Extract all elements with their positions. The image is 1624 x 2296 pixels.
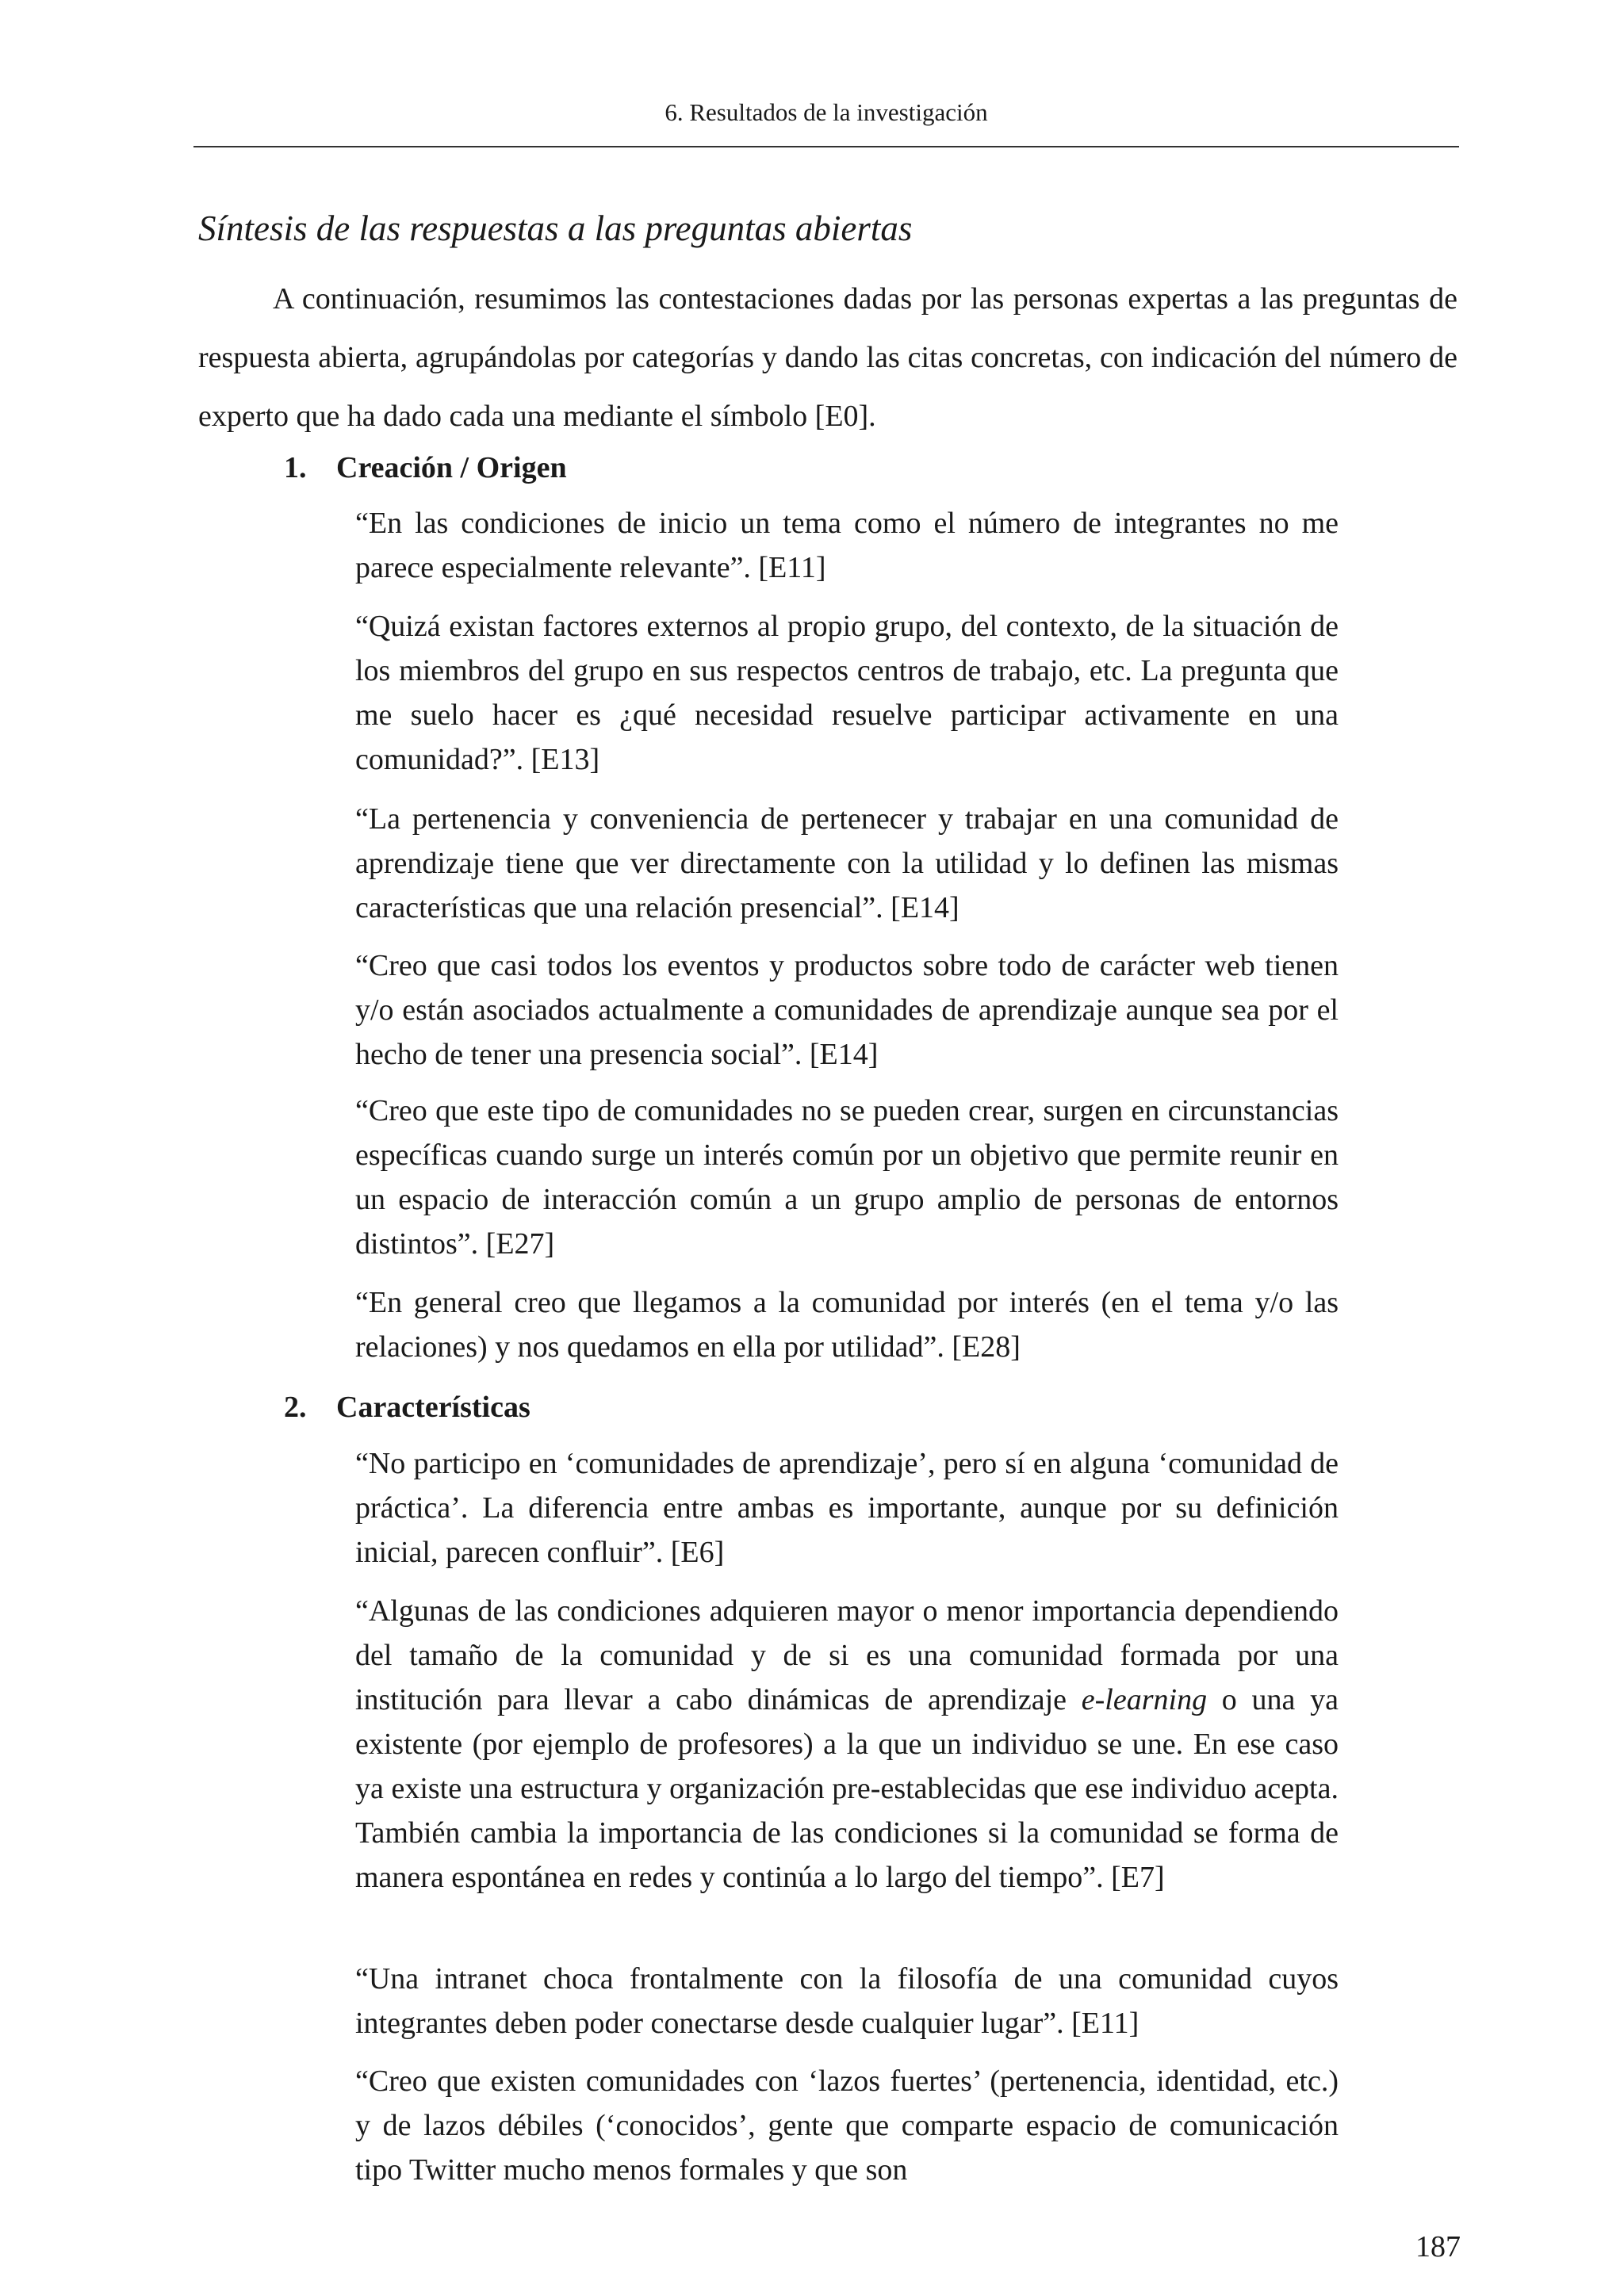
category-heading-caracteristicas [284, 1388, 530, 1426]
quote-e7-text-start: “Algunas de las condiciones adquieren mayor o menor importancia dependiendo del tamaño de la comunidad y de si es una comunidad formada por una institución para llevar a cabo dinámicas de aprendizaje [355, 1594, 1339, 1716]
quote-e14-pertenencia: “La pertenencia y conveniencia de pertenecer y trabajar en una comunidad de aprendizaje tiene que ver directamente con la utilidad y lo definen las mismas características que una relación presencial”. [E14] [355, 802, 1339, 924]
category-title: Creación / Origen [336, 451, 567, 484]
section-title: Síntesis de las respuestas a las preguntas abiertas [198, 209, 913, 248]
running-header: 6. Resultados de la investigación [665, 98, 988, 126]
quote-e11-inicio: “En las condiciones de inicio un tema como el número de integrantes no me parece especialmente relevante”. [E11] [355, 507, 1339, 584]
header-rule [193, 146, 1459, 147]
quote-e14-eventos: “Creo que casi todos los eventos y productos sobre todo de carácter web tienen y/o están asociados actualmente a comunidades de aprendizaje aunque sea por el hecho de tener una presencia social”. [E14] [355, 949, 1339, 1071]
category-number: 2. [284, 1391, 307, 1424]
category-heading-creacion [284, 449, 567, 487]
quote-e28: “En general creo que llegamos a la comunidad por interés (en el tema y/o las relaciones) y nos quedamos en ella por utilidad”. [E28] [355, 1286, 1339, 1364]
quote-e7-text-end: o una ya existente (por ejemplo de profesores) a la que un individuo se une. En ese caso ya existe una estructura y organización pre-establecidas que ese individuo acepta. También cambia la importancia de las condiciones si la comunidad se forma de manera espontánea en redes y continúa a lo largo del tiempo”. [E7] [355, 1683, 1339, 1894]
intro-paragraph: A continuación, resumimos las contestaciones dadas por las personas expertas a las preguntas de respuesta abierta, agrupándolas por categorías y dando las citas concretas, con indicación del número de experto que ha dado cada una mediante el símbolo [E0]. [198, 282, 1457, 433]
quote-e7-emphasis: e-learning [1081, 1683, 1208, 1716]
quote-lazos: “Creo que existen comunidades con ‘lazos fuertes’ (pertenencia, identidad, etc.) y de lazos débiles (‘conocidos’, gente que comparte espacio de comunicación tipo Twitter mucho menos formales y que son [355, 2064, 1339, 2187]
quote-e11-intranet: “Una intranet choca frontalmente con la filosofía de una comunidad cuyos integrantes deben poder conectarse desde cualquier lugar”. [E11] [355, 1962, 1339, 2040]
category-number: 1. [284, 451, 307, 484]
quote-e13: “Quizá existan factores externos al propio grupo, del contexto, de la situación de los miembros del grupo en sus respectos centros de trabajo, etc. La pregunta que me suelo hacer es ¿qué necesidad resuelve participar activamente en una comunidad?”. [E13] [355, 610, 1339, 776]
category-title: Características [336, 1391, 530, 1424]
page-number: 187 [1415, 2230, 1461, 2263]
quote-e6: “No participo en ‘comunidades de aprendizaje’, pero sí en alguna ‘comunidad de práctica’. La diferencia entre ambas es importante, aunque por su definición inicial, parecen confluir”. [E6] [355, 1447, 1339, 1569]
quote-e27: “Creo que este tipo de comunidades no se pueden crear, surgen en circunstancias específicas cuando surge un interés común por un objetivo que permite reunir en un espacio de interacción común a un grupo amplio de personas de entornos distintos”. [E27] [355, 1094, 1339, 1261]
quote-e7 [355, 1589, 1339, 1900]
